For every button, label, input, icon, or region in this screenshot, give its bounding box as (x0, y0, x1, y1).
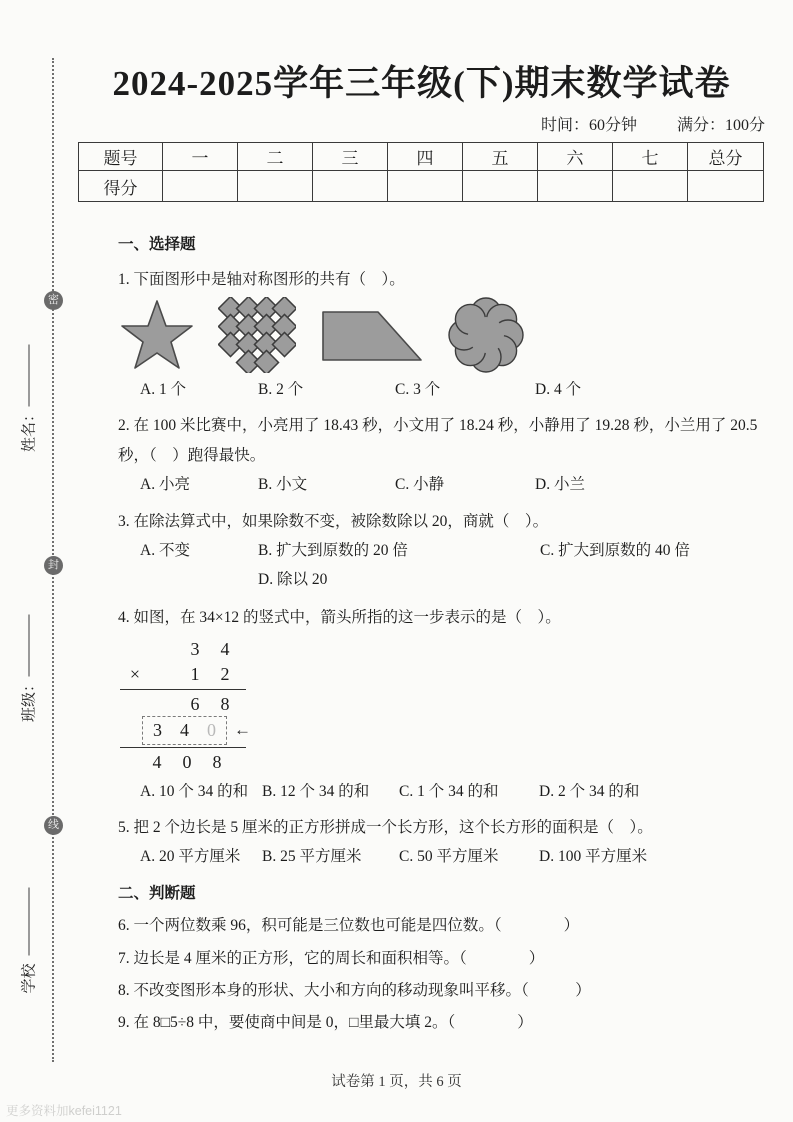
question-3-text: 3. 在除法算式中，如果除数不变，被除数除以 20，商就（ ）。 (118, 512, 549, 530)
question-9-text: 9. 在 8□5÷8 中，要使商中间是 0，□里最大填 2。（ ） (118, 1014, 533, 1032)
option-a: A. 1 个 (140, 380, 187, 398)
score-header-cell: 四 (388, 143, 463, 171)
option-d: D. 除以 20 (258, 570, 328, 588)
score-cell-empty (538, 171, 613, 202)
option-b: B. 扩大到原数的 20 倍 (258, 542, 408, 560)
seal-stamp-xian: 线 (44, 816, 63, 835)
question-8-text: 8. 不改变图形本身的形状、大小和方向的移动现象叫平移。（ ） (118, 981, 591, 999)
question-4-multiplication-figure (120, 637, 290, 775)
multiply-sign: × (129, 663, 141, 684)
class-field-blank-line (27, 615, 29, 677)
section-heading-choice: 一、选择题 (118, 236, 196, 253)
question-5-options (118, 846, 766, 868)
class-field (18, 601, 39, 737)
option-c: C. 小静 (395, 476, 445, 494)
multiplier-row (120, 662, 290, 687)
option-a: A. 20 平方厘米 (140, 848, 241, 866)
digit: 3 (153, 720, 162, 741)
question-4-options (118, 781, 766, 803)
score-cell-empty (313, 171, 388, 202)
option-a: A. 不变 (140, 542, 190, 560)
score-table-score-row (79, 171, 764, 202)
option-c: C. 1 个 34 的和 (399, 782, 499, 800)
question-6-text: 6. 一个两位数乘 96，积可能是三位数也可能是四位数。（ ） (118, 917, 580, 935)
option-b: B. 2 个 (258, 380, 304, 398)
five-pointed-star-icon (120, 299, 194, 371)
rule-line (120, 747, 246, 748)
question-3-options-row1 (118, 540, 766, 562)
question-2-text: 2. 在 100 米比赛中，小亮用了 18.43 秒，小文用了 18.24 秒，小静用了 19.28 秒，小兰用了 20.5 秒，（ ）跑得最快。 (118, 417, 758, 464)
partial-product-1-row (120, 692, 290, 717)
class-field-label: 班级： (21, 677, 38, 723)
digit: 2 (220, 663, 230, 684)
seal-stamp-mi: 密 (44, 291, 63, 310)
faint-zero-digit: 0 (207, 720, 216, 741)
name-field (18, 331, 39, 467)
result-row (120, 750, 290, 775)
left-arrow-icon: ← (234, 720, 251, 740)
score-row-label: 得分 (79, 171, 163, 202)
partial-product-2-row (120, 717, 290, 745)
name-field-blank-line (27, 345, 29, 407)
option-c: C. 3 个 (395, 380, 441, 398)
score-header-cell: 一 (163, 143, 238, 171)
multiplicand-row (120, 637, 290, 662)
score-header-cell: 题号 (79, 143, 163, 171)
option-a: A. 小亮 (140, 476, 190, 494)
full-score-label: 满分：100分 (676, 117, 765, 134)
digit: 3 (190, 638, 200, 659)
page-number-footer: 试卷第 1 页，共 6 页 (331, 1074, 462, 1090)
digit: 4 (220, 638, 230, 659)
option-d: D. 100 平方厘米 (539, 848, 648, 866)
digit: 6 (190, 693, 200, 714)
question-4-text: 4. 如图，在 34×12 的竖式中，箭头所指的这一步表示的是（ ）。 (118, 609, 561, 627)
score-cell-empty (688, 171, 764, 202)
digit: 4 (152, 751, 162, 772)
question-5-text: 5. 把 2 个边长是 5 厘米的正方形拼成一个长方形，这个长方形的面积是（ ）。 (118, 819, 653, 836)
score-header-cell: 二 (238, 143, 313, 171)
score-header-cell: 七 (613, 143, 688, 171)
question-1-figure (120, 299, 766, 371)
trapezoid-icon (320, 305, 424, 365)
option-a: A. 10 个 34 的和 (140, 782, 249, 800)
score-cell-empty (163, 171, 238, 202)
exam-content (118, 234, 766, 1043)
option-b: B. 25 平方厘米 (262, 848, 362, 866)
score-cell-empty (388, 171, 463, 202)
school-field-blank-line (27, 888, 29, 956)
score-header-cell: 总分 (688, 143, 764, 171)
rule-line (120, 689, 246, 690)
option-c: C. 50 平方厘米 (399, 848, 499, 866)
option-c: C. 扩大到原数的 40 倍 (540, 542, 690, 560)
exam-title: 2024-2025学年三年级(下)期末数学试卷 (112, 64, 731, 103)
name-field-label: 姓名： (21, 407, 38, 453)
score-header-cell: 五 (463, 143, 538, 171)
highlighted-step-box (142, 716, 227, 744)
school-field-label: 学校 (21, 963, 38, 994)
question-2-options (118, 474, 766, 496)
section-heading-judgment: 二、判断题 (118, 884, 196, 902)
option-d: D. 2 个 34 的和 (539, 782, 640, 800)
digit: 1 (190, 663, 200, 684)
exam-meta (505, 112, 765, 135)
digit: 8 (220, 693, 230, 714)
score-table-header-row (79, 143, 764, 171)
score-header-cell: 三 (313, 143, 388, 171)
score-table (78, 142, 764, 202)
question-1-text: 1. 下面图形中是轴对称图形的共有（ ）。 (118, 271, 405, 289)
seal-stamp-feng: 封 (44, 556, 63, 575)
option-d: D. 4 个 (535, 380, 582, 398)
score-cell-empty (238, 171, 313, 202)
option-b: B. 小文 (258, 476, 308, 494)
question-7-text: 7. 边长是 4 厘米的正方形，它的周长和面积相等。（ ） (118, 949, 545, 967)
score-header-cell: 六 (538, 143, 613, 171)
question-1-options (118, 379, 766, 401)
digit: 8 (212, 751, 222, 772)
question-3-options-row2 (118, 569, 766, 591)
school-field (18, 871, 39, 1011)
score-cell-empty (613, 171, 688, 202)
digit: 4 (180, 720, 189, 741)
rosette-flower-icon (448, 297, 524, 373)
watermark-text: 更多资料加kefei1121 (6, 1104, 122, 1118)
score-cell-empty (463, 171, 538, 202)
option-d: D. 小兰 (535, 476, 585, 494)
option-b: B. 12 个 34 的和 (262, 782, 370, 800)
digit: 0 (182, 751, 192, 772)
diamond-lattice-icon (218, 297, 296, 373)
time-limit-label: 时间：60分钟 (540, 117, 637, 134)
